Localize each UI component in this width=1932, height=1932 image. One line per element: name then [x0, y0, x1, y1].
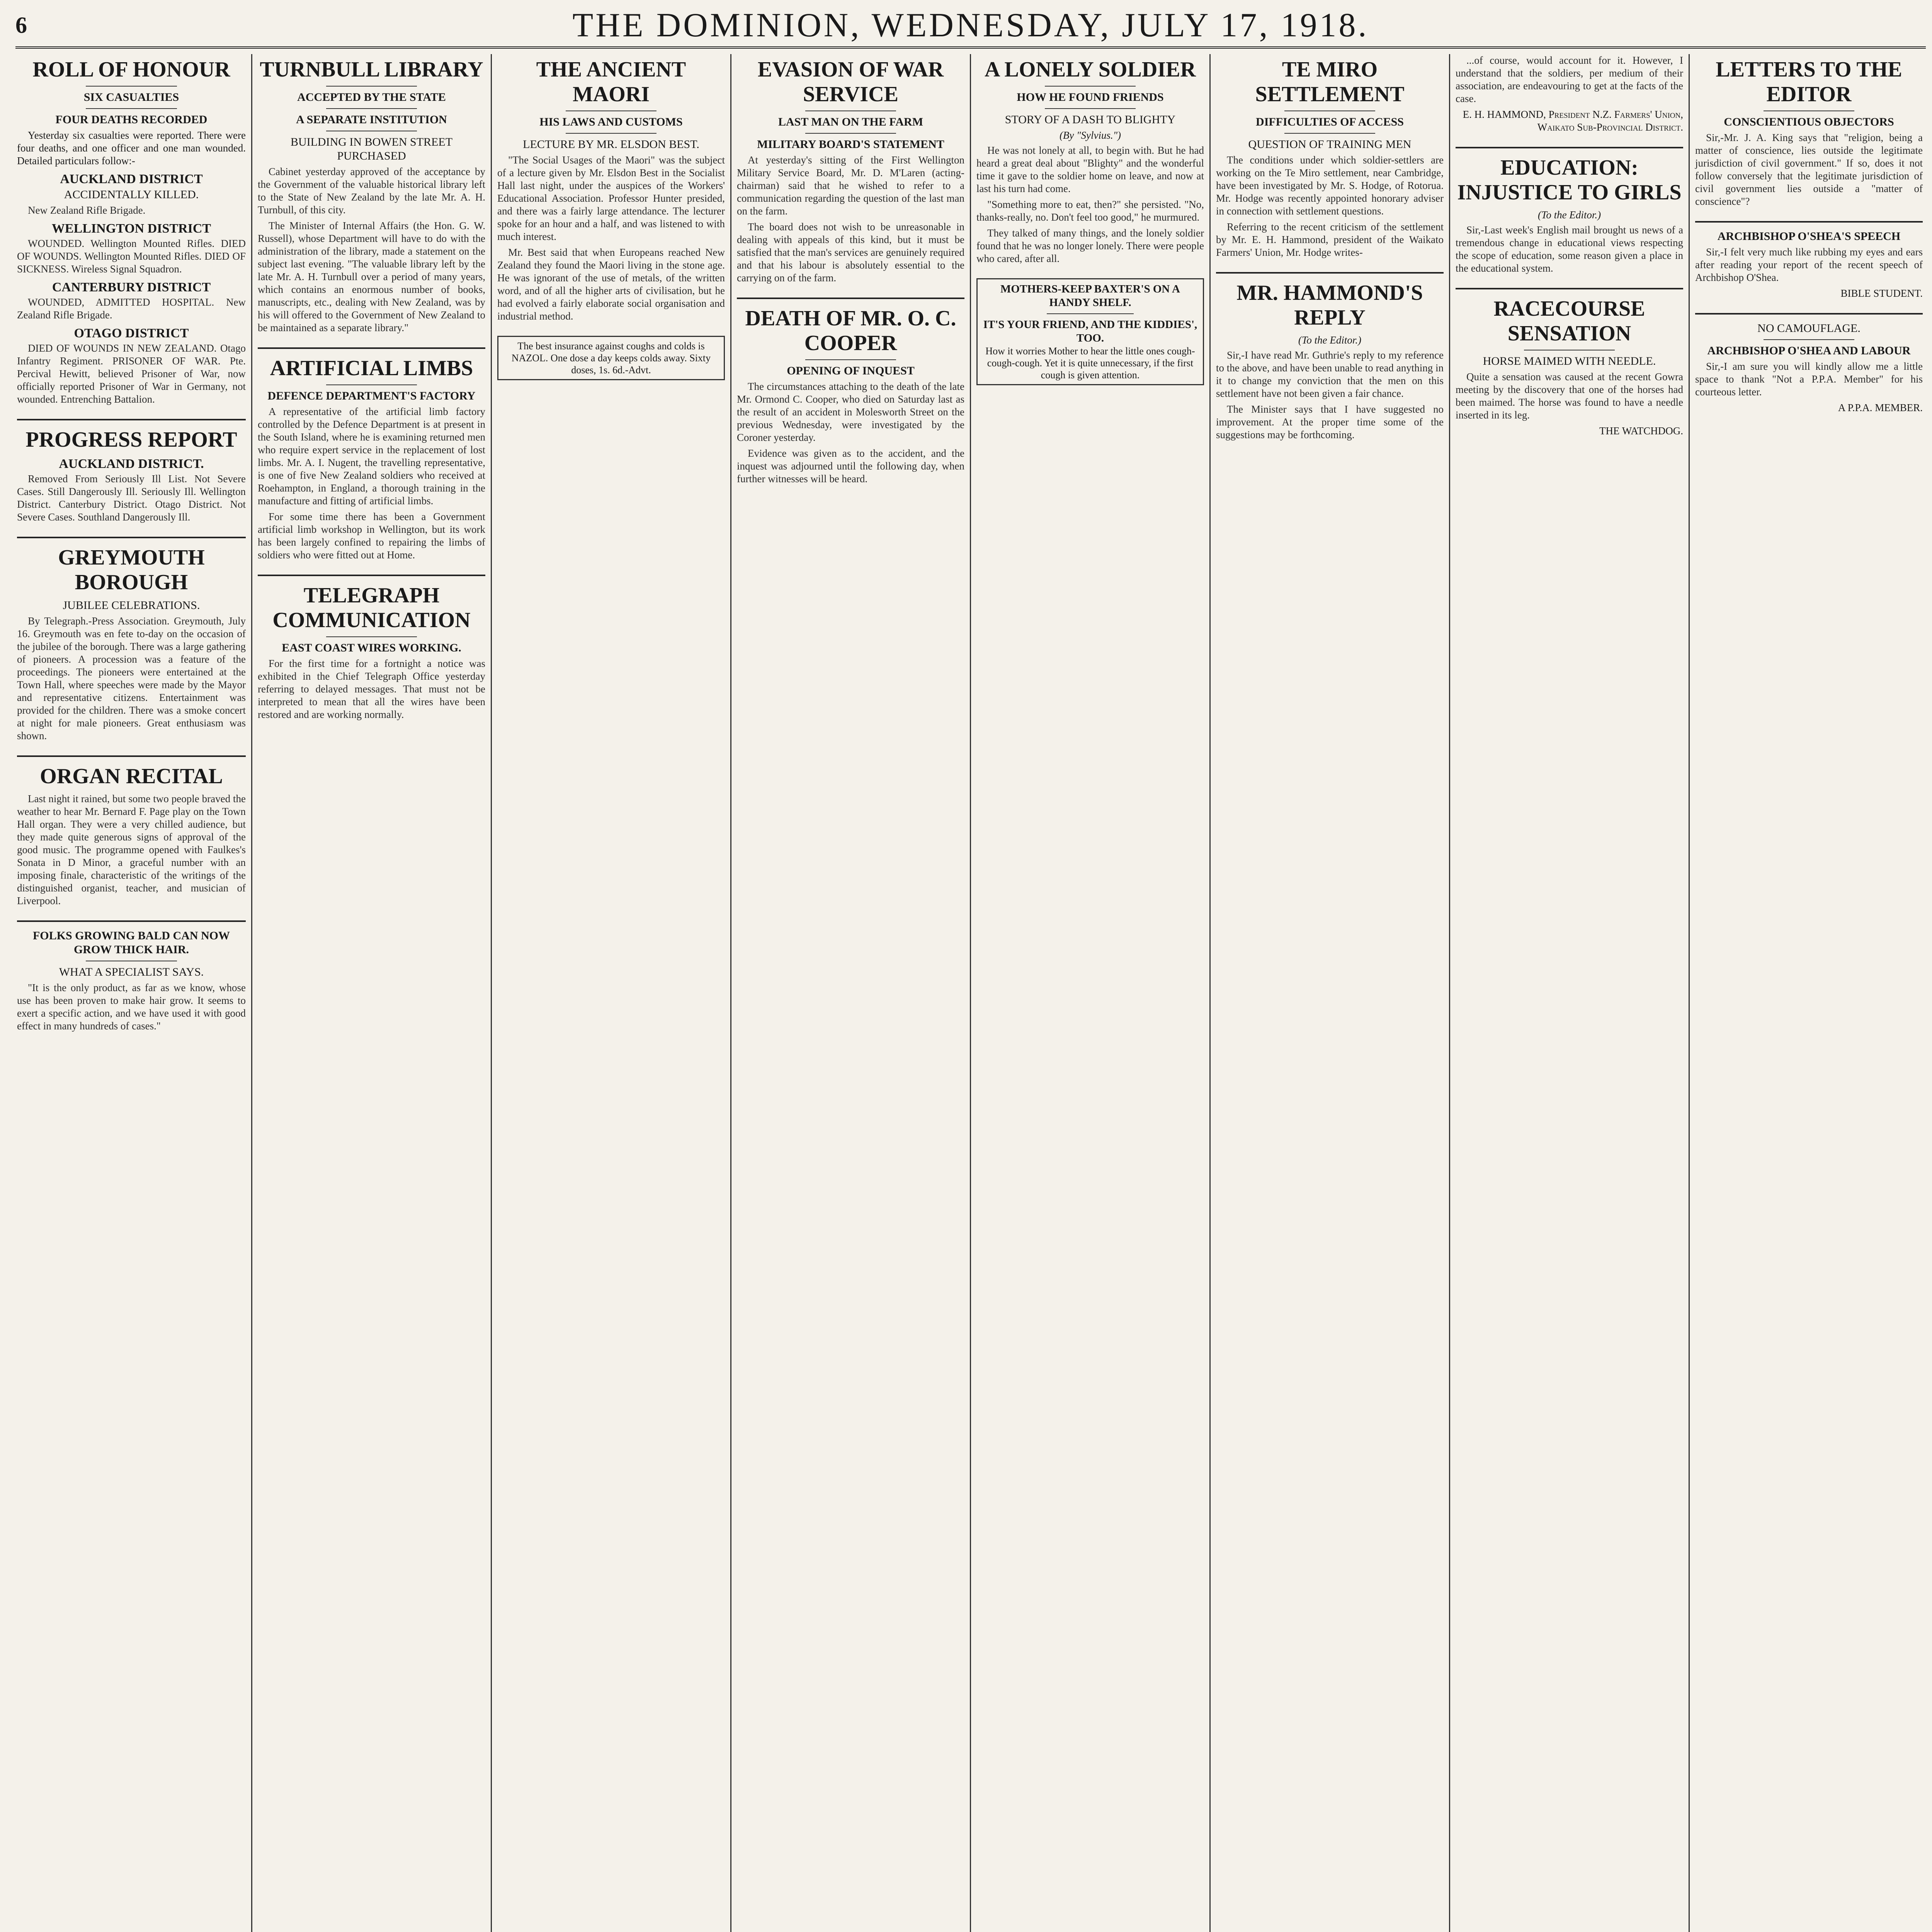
headline: A LONELY SOLDIER [985, 58, 1196, 82]
masthead-title: THE DOMINION, WEDNESDAY, JULY 17, 1918. [572, 6, 1369, 44]
article-artificial-limbs: ARTIFICIAL LIMBS DEFENCE DEPARTMENT'S FACTORY A representative of the artificial limb factory controlled by the Defence Department is at present in the South Island, where he is examining returned men who require expert service in the replacement of lost limbs. Mr. A. I. Nugent, the travelling representative, is one of five New Zealand soldiers who received at Roehampton, in England, a thorough training in the manufacture and fitting of artificial limbs. For some time there has been a Government artificial limb workshop in Wellington, but its work has been largely confined to repairing the limbs of soldiers who were fitted out at Home. [258, 356, 485, 561]
headline: ARCHBISHOP O'SHEA AND LABOUR [1707, 344, 1911, 357]
article-hammond-cont: ...of course, would account for it. However, I understand that the soldiers, per medium of their association, are endeavouring to get at the facts of the case. E. H. HAMMOND, President N.Z. Farmers' Union, Waikato Sub-Provincial District. [1456, 54, 1683, 133]
article-letters: LETTERS TO THE EDITOR CONSCIENTIOUS OBJECTORS Sir,-Mr. J. A. King says that "religion, being a matter of conscience, lies outside the legitimate jurisdiction of civil government." If so, does it not follow conversely that the legitimate jurisdiction of civil government lies outside a "matter of conscience"? [1695, 58, 1923, 207]
signature: THE WATCHDOG. [1599, 425, 1683, 437]
headline: ROLL OF HONOUR [32, 58, 230, 82]
subheading: A SEPARATE INSTITUTION [296, 113, 447, 126]
column-2 [251, 54, 491, 1932]
subheading: JUBILEE CELEBRATIONS. [63, 599, 200, 612]
subheading: BUILDING IN BOWEN STREET PURCHASED [290, 136, 453, 162]
article-evasion: EVASION OF WAR SERVICE LAST MAN ON THE FARM MILITARY BOARD'S STATEMENT At yesterday's sitting of the First Wellington Military Service Board, Mr. D. M'Laren (acting-chairman) said that he wished to refer to a communication regarding the question of the last man on the farm. The board does not wish to be unreasonable in dealing with appeals of this kind, but it must be satisfied that the man's services are genuinely required and that his labour is absolutely essential to the carrying on of the farm. [737, 58, 964, 284]
headline: ORGAN RECITAL [40, 764, 223, 788]
subheading: EAST COAST WIRES WORKING. [282, 641, 461, 654]
article-cooper-inquest: DEATH OF MR. O. C. COOPER OPENING OF INQUEST The circumstances attaching to the death of the late Mr. Ormond C. Cooper, who died on Saturday last as the result of an accident in Molesworth Street on the previous Wednesday, were investigated by the Coroner yesterday. Evidence was given as to the accident, and the inquest was adjourned until the following day, when further witnesses will be heard. [737, 306, 964, 485]
headline: EVASION OF WAR SERVICE [757, 58, 944, 106]
article-archbishop-speech: ARCHBISHOP O'SHEA'S SPEECH Sir,-I felt very much like rubbing my eyes and ears after reading your report of the recent speech of Archbishop O'Shea. BIBLE STUDENT. [1695, 230, 1923, 299]
headline: GREYMOUTH BOROUGH [58, 546, 205, 594]
article-intro: Yesterday six casualties were reported. There were four deaths, and one officer and one man wounded. Detailed particulars follow:- [17, 129, 246, 167]
district-label: WELLINGTON DISTRICT [51, 221, 211, 236]
headline: PROGRESS REPORT [26, 428, 237, 452]
subheading: DIFFICULTIES OF ACCESS [1256, 116, 1404, 128]
article-hammond-reply: MR. HAMMOND'S REPLY (To the Editor.) Sir,-I have read Mr. Guthrie's reply to my reference to the above, and have been unable to read anything in it to change my conviction that the men on this settlement have not been given a fair chance. The Minister says that I have suggested no improvement. At the proper time some of the suggestions may be forthcoming. [1216, 281, 1444, 440]
headline: ARCHBISHOP O'SHEA'S SPEECH [1717, 230, 1901, 243]
article-telegraph: TELEGRAPH COMMUNICATION EAST COAST WIRES WORKING. For the first time for a fortnight a notice was exhibited in the Chief Telegraph Office yesterday referring to delayed messages. That must not be interpreted to mean that all the wires have been restored and are working normally. [258, 583, 485, 720]
signature: BIBLE STUDENT. [1840, 287, 1923, 299]
article-organ-recital: ORGAN RECITAL Last night it rained, but some two people braved the weather to hear Mr. Bernard F. Page play on the Town Hall organ. They were a very chilled audience, but they made quite generous signs of approval of the good music. The programme opened with Faulkes's Sonata in D Minor, a graceful number with an imposing finale, characteristic of the writings of the distinguished organist, teacher, and musician of Liverpool. [17, 764, 246, 906]
casualty-type: ACCIDENTALLY KILLED. [64, 188, 199, 201]
subheading: HORSE MAIMED WITH NEEDLE. [1483, 355, 1656, 367]
headline: DEATH OF MR. O. C. COOPER [745, 306, 956, 355]
column-1 [12, 54, 251, 1932]
column-6 [1209, 54, 1449, 1932]
headline: FOLKS GROWING BALD CAN NOW GROW THICK HAIR. [32, 929, 230, 956]
headline: RACECOURSE SENSATION [1493, 297, 1645, 345]
column-4 [730, 54, 970, 1932]
subheading: HOW HE FOUND FRIENDS [1017, 91, 1164, 104]
subheading: ACCEPTED BY THE STATE [297, 91, 446, 104]
subheading: DEFENCE DEPARTMENT'S FACTORY [267, 389, 476, 402]
article-archbishop-labour: NO CAMOUFLAGE. ARCHBISHOP O'SHEA AND LABOUR Sir,-I am sure you will kindly allow me a little space to thank "Not a P.P.A. Member" for his courteous letter. A P.P.A. MEMBER. [1695, 322, 1923, 413]
subheading: QUESTION OF TRAINING MEN [1248, 138, 1412, 151]
headline: THE ANCIENT MAORI [536, 58, 686, 106]
district-label: AUCKLAND DISTRICT [60, 172, 203, 186]
columns [12, 54, 1930, 1932]
district-label: CANTERBURY DISTRICT [52, 280, 211, 294]
subheading: MILITARY BOARD'S STATEMENT [757, 138, 944, 151]
column-3 [491, 54, 730, 1932]
signature: A P.P.A. MEMBER. [1838, 402, 1923, 413]
subheading: LECTURE BY MR. ELSDON BEST. [523, 138, 699, 151]
byline: (By "Sylvius.") [1059, 129, 1121, 141]
article-roll-of-honour: ROLL OF HONOUR SIX CASUALTIES FOUR DEATHS RECORDED Yesterday six casualties were reported. There were four deaths, and one officer and one man wounded. Detailed particulars follow:- AUCKLAND DISTRICT ACCIDENTALLY KILLED. New Zealand Rifle Brigade. WELLINGTON DISTRICT WOUNDED. Wellington Mounted Rifles. DIED OF WOUNDS. Wellington Mounted Rifles. DIED OF SICKNESS. Wireless Signal Squadron. CANTERBURY DISTRICT WOUNDED, ADMITTED HOSPITAL. New Zealand Rifle Brigade. OTAGO DISTRICT DIED OF WOUNDS IN NEW ZEALAND. Otago Infantry Regiment. PRISONER OF WAR. Pte. Percival Hewitt, believed Prisoner of War, now officially reported Prisoner of War in Germany, not wounded. Entrenching Battalion. [17, 58, 246, 405]
subheading: NO CAMOUFLAGE. [1757, 322, 1861, 335]
headline: MR. HAMMOND'S REPLY [1236, 281, 1423, 330]
article-ancient-maori: THE ANCIENT MAORI HIS LAWS AND CUSTOMS LECTURE BY MR. ELSDON BEST. "The Social Usages of the Maori" was the subject of a lecture given by Mr. Elsdon Best in the Socialist Hall last night, under the auspices of the Workers' Educational Association. Professor Hunter presided, and there was a fairly large attendance. The lecturer spoke for an hour and a half, and was listened to with much interest. Mr. Best said that when Europeans reached New Zealand they found the Maori living in the stone age. He was ignorant of the use of metals, of the written word, and of all the higher arts of civilisation, but he had evolved a fairly elaborate social organisation and industrial method. [497, 58, 725, 322]
article-education: EDUCATION: INJUSTICE TO GIRLS (To the Editor.) Sir,-Last week's English mail brought us news of a tremendous change in educational views respecting the scope of education, some reason given a place in the educational system. [1456, 156, 1683, 274]
article-te-miro: TE MIRO SETTLEMENT DIFFICULTIES OF ACCESS QUESTION OF TRAINING MEN The conditions under which soldier-settlers are working on the Te Miro settlement, near Cambridge, have been investigated by Mr. S. Hodge, of Rotorua. Mr. Hodge was recently appointed honorary adviser in connection with settlement questions. Referring to the recent criticism of the settlement by Mr. E. H. Hammond, president of the Waikato Farmers' Union, Mr. Hodge writes- [1216, 58, 1444, 258]
subheading: OPENING OF INQUEST [787, 364, 915, 377]
subheading: HIS LAWS AND CUSTOMS [539, 116, 683, 128]
subheading: SIX CASUALTIES [83, 91, 179, 104]
article-turnbull-library: TURNBULL LIBRARY ACCEPTED BY THE STATE A SEPARATE INSTITUTION BUILDING IN BOWEN STREET PURCHASED Cabinet yesterday approved of the acceptance by the Government of the valuable historical library left to the State of New Zealand by the late Mr. A. H. Turnbull, of this city. The Minister of Internal Affairs (the Hon. G. W. Russell), whose Department will have to do with the administration of the library, made a statement on the subject last evening. "The valuable library left by the late Mr. A. H. Turnbull over a period of many years, which contains an enormous number of books, manuscripts, etc., dealing with New Zealand, was by his will offered to the Government of New Zealand to be maintained as a separate library." [258, 58, 485, 333]
headline: EDUCATION: INJUSTICE TO GIRLS [1457, 156, 1682, 204]
advertisement-baxters: MOTHERS-KEEP BAXTER'S ON A HANDY SHELF. IT'S YOUR FRIEND, AND THE KIDDIES', TOO. How it worries Mother to hear the little ones cough-cough-cough. Yet it is quite unnecessary, if the first cough is given attention. [976, 278, 1204, 385]
article-lonely-soldier: A LONELY SOLDIER HOW HE FOUND FRIENDS STORY OF A DASH TO BLIGHTY (By "Sylvius.") He was not lonely at all, to begin with. But he had heard a great deal about "Blighty" and the wonderful time it gave to the soldier home on leave, and now at last his turn had come. "Something more to eat, then?" she persisted. "No, thanks-really, no. Don't feel too good," he murmured. They talked of many things, and the lonely soldier found that he was no longer lonely. There were people who cared, after all. [976, 58, 1204, 264]
headline: TELEGRAPH COMMUNICATION [272, 583, 471, 632]
district-label: OTAGO DISTRICT [74, 326, 189, 340]
headline: TE MIRO SETTLEMENT [1255, 58, 1405, 106]
article-progress-report: PROGRESS REPORT AUCKLAND DISTRICT. Removed From Seriously Ill List. Not Severe Cases. Still Dangerously Ill. Seriously Ill. Wellington District. Canterbury District. Otago District. Not Severe Cases. Southland Dangerously Ill. [17, 428, 246, 523]
signature: E. H. HAMMOND, President N.Z. Farmers' Union, Waikato Sub-Provincial District. [1463, 109, 1683, 133]
subheading: STORY OF A DASH TO BLIGHTY [1005, 113, 1176, 126]
article-bald-hair: FOLKS GROWING BALD CAN NOW GROW THICK HAIR. WHAT A SPECIALIST SAYS. "It is the only product, as far as we know, whose use has been proven to make hair grow. It seems to exert a specific action, and we have used it with good effect in many hundreds of cases." [17, 929, 246, 1032]
column-8 [1689, 54, 1928, 1932]
advertisement-nazol: The best insurance against coughs and colds is NAZOL. One dose a day keeps colds away. Sixty doses, 1s. 6d.-Advt. [497, 336, 725, 380]
article-racecourse: RACECOURSE SENSATION HORSE MAIMED WITH NEEDLE. Quite a sensation was caused at the recent Gowra meeting by the discovery that one of the horses had been maimed. The horse was found to have a needle inserted in its leg. THE WATCHDOG. [1456, 297, 1683, 437]
headline: LETTERS TO THE EDITOR [1716, 58, 1902, 106]
column-5 [970, 54, 1209, 1932]
subheading: CONSCIENTIOUS OBJECTORS [1724, 116, 1894, 128]
page-number: 6 [15, 12, 27, 38]
masthead [15, 4, 1926, 49]
to-editor: (To the Editor.) [1537, 209, 1601, 221]
subheading: FOUR DEATHS RECORDED [55, 113, 207, 126]
column-7 [1449, 54, 1689, 1932]
to-editor: (To the Editor.) [1298, 334, 1362, 346]
article-greymouth: GREYMOUTH BOROUGH JUBILEE CELEBRATIONS. By Telegraph.-Press Association. Greymouth, July 16. Greymouth was en fete to-day on the occasion of the jubilee of the borough. There was a large gathering of pioneers. A procession was a feature of the proceedings. The pioneers were entertained at the Town Hall, where speeches were made by the Mayor and representative citizens. Entertainment was provided for the children. There was a smoke concert at night for male pioneers. Great enthusiasm was shown. [17, 546, 246, 742]
subheading: WHAT A SPECIALIST SAYS. [59, 966, 204, 978]
headline: ARTIFICIAL LIMBS [270, 356, 473, 380]
headline: TURNBULL LIBRARY [260, 58, 483, 82]
subheading: LAST MAN ON THE FARM [778, 116, 923, 128]
